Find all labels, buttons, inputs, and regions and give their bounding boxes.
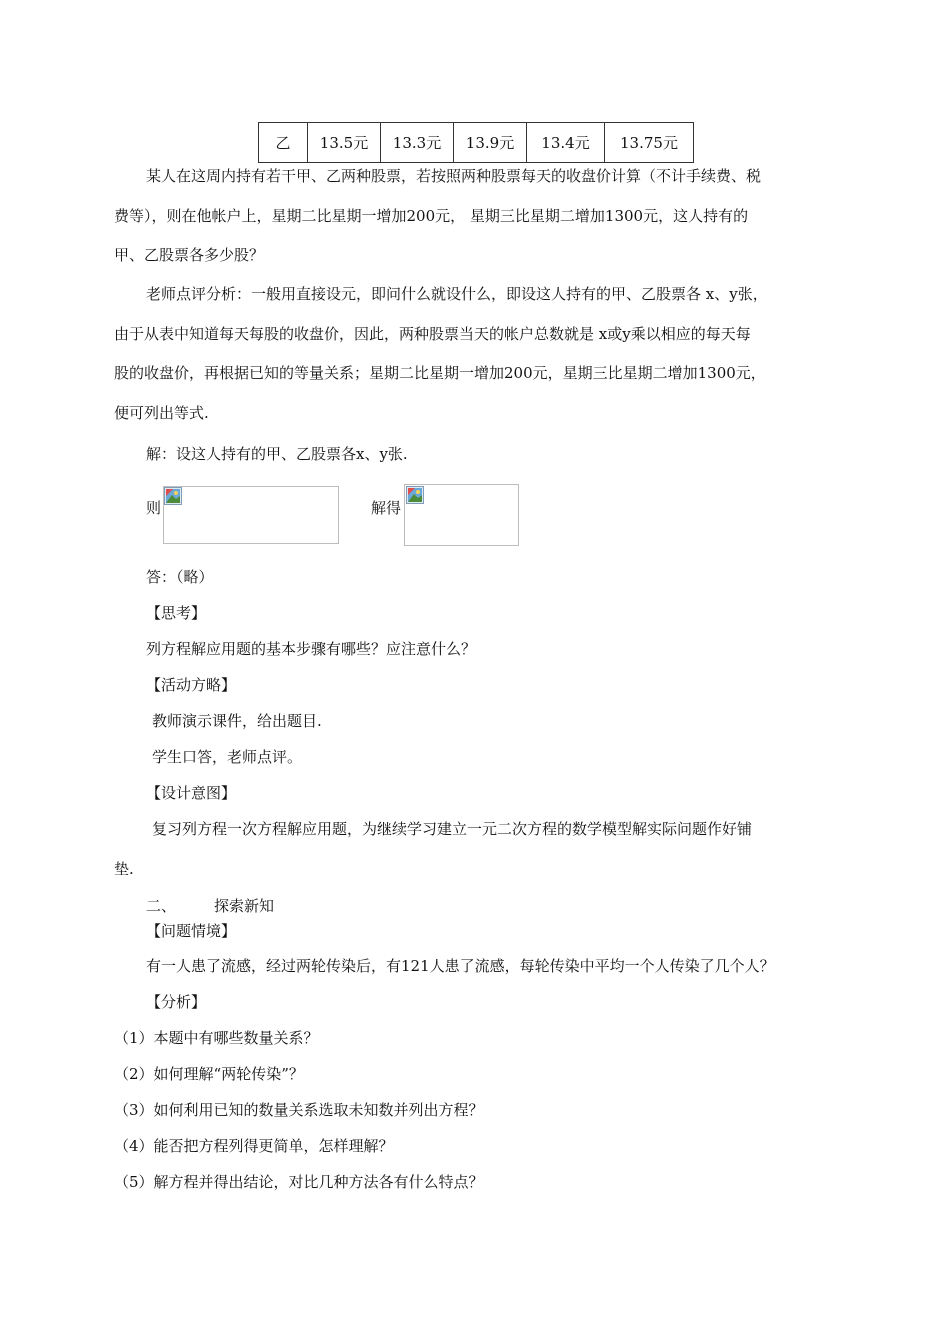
analysis-line: 股的收盘价，再根据已知的等量关系；星期二比星期一增加200元，星期三比星期二增加1300元，: [114, 364, 766, 382]
section-title: 探索新知: [214, 897, 275, 915]
section-number: 二、: [146, 897, 177, 915]
analysis-line: 老师点评分析：一般用直接设元，即问什么就设什么，即设这人持有的甲、乙股票各 x、y张，: [146, 285, 768, 303]
list-item: （3）如何利用已知的数量关系选取未知数并列出方程？: [114, 1101, 484, 1119]
design-line: 复习列方程一次方程解应用题，为继续学习建立一元二次方程的数学模型解实际问题作好铺: [152, 820, 753, 838]
think-question: 列方程解应用题的基本步骤有哪些？应注意什么？: [146, 640, 477, 658]
solution-set: 解：设这人持有的甲、乙股票各x、y张.: [146, 445, 408, 463]
analysis-heading: 【分析】: [146, 993, 207, 1011]
table-row-label: 乙: [259, 123, 308, 163]
design-line: 垫.: [114, 860, 134, 878]
list-item: （4）能否把方程列得更简单，怎样理解？: [114, 1137, 394, 1155]
broken-image-icon: [406, 486, 424, 504]
think-heading: 【思考】: [146, 604, 207, 622]
problem-line: 甲、乙股票各多少股？: [114, 246, 265, 264]
list-item: （1）本题中有哪些数量关系？: [114, 1029, 319, 1047]
broken-image-icon: [164, 487, 182, 505]
scenario-text: 有一人患了流感，经过两轮传染后，有121人患了流感，每轮传染中平均一个人传染了几个人？: [146, 957, 775, 975]
activity-line: 教师演示课件，给出题目.: [152, 712, 322, 730]
design-heading: 【设计意图】: [146, 784, 237, 802]
table-cell: 13.4元: [527, 123, 605, 163]
problem-line: 某人在这周内持有若干甲、乙两种股票，若按照两种股票每天的收盘价计算（不计手续费、税: [146, 167, 762, 185]
solved-label: 解得: [371, 499, 402, 517]
table-cell: 13.75元: [605, 123, 694, 163]
scenario-heading: 【问题情境】: [146, 922, 237, 940]
analysis-line: 由于从表中知道每天每股的收盘价，因此，两种股票当天的帐户总数就是 x或y乘以相应的每天每: [114, 324, 751, 343]
table-cell: 13.9元: [454, 123, 527, 163]
table-cell: 13.3元: [381, 123, 454, 163]
then-label: 则: [146, 499, 162, 517]
activity-heading: 【活动方略】: [146, 676, 237, 694]
list-item: （2）如何理解“两轮传染”？: [114, 1065, 304, 1083]
list-item: （5）解方程并得出结论，对比几种方法各有什么特点？: [114, 1173, 484, 1191]
table-cell: 13.5元: [308, 123, 381, 163]
teacher-analysis: [114, 275, 844, 433]
equation-image-box: [163, 486, 339, 544]
activity-line: 学生口答，老师点评。: [152, 748, 303, 766]
problem-line: 费等），则在他帐户上，星期二比星期一增加200元， 星期三比星期二增加1300元，这人持有的: [114, 206, 749, 225]
analysis-line: 便可列出等式.: [114, 403, 209, 422]
answer-text: 答：（略）: [146, 568, 214, 586]
problem-text: [114, 157, 844, 276]
